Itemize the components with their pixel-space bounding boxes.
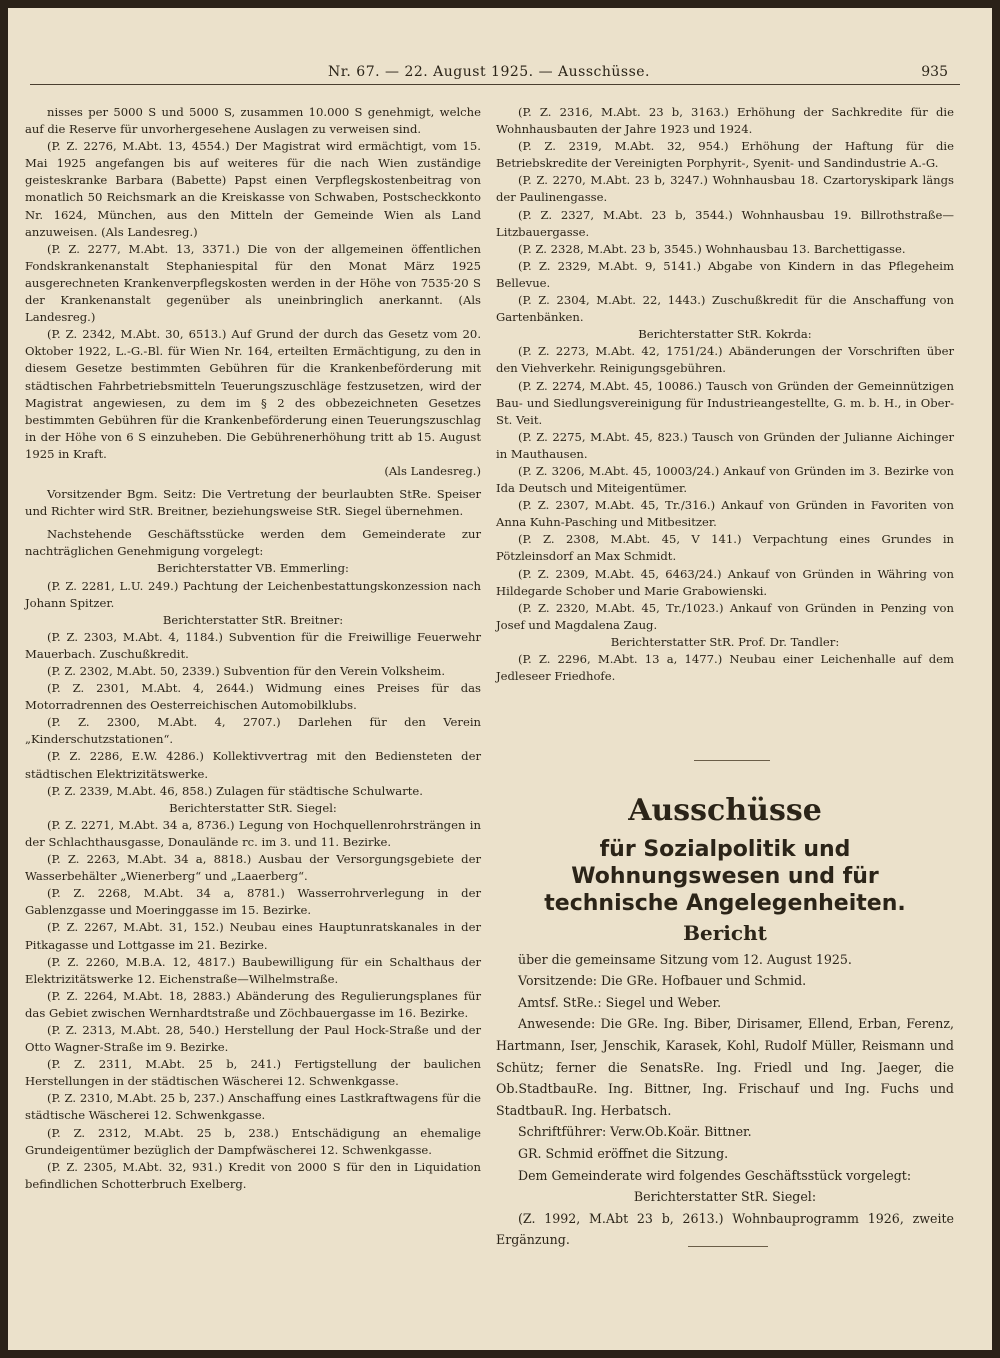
paragraph: (P. Z. 2263, M.Abt. 34 a, 8818.) Ausbau der Versorgungsgebiete der Wasserbehälter „Wienerberg“ und „Laaerberg“. — [25, 852, 481, 884]
paragraph: (P. Z. 2327, M.Abt. 23 b, 3544.) Wohnhausbau 19. Billrothstraße—Litzbauergasse. — [496, 207, 954, 239]
report-paragraph: Dem Gemeinderate wird folgendes Geschäftsstück vorgelegt: — [518, 1167, 912, 1183]
report-body — [496, 949, 954, 1251]
paragraph: (P. Z. 2308, M.Abt. 45, V 141.) Verpachtung eines Grundes in Pötzleinsdorf an Max Schmidt. — [496, 532, 954, 564]
paragraph: (P. Z. 2311, M.Abt. 25 b, 241.) Fertigstellung der baulichen Herstellungen in der städtischen Wäscherei 12. Schwenkgasse. — [25, 1057, 481, 1089]
paragraph: (P. Z. 2275, M.Abt. 45, 823.) Tausch von Gründen der Julianne Aichinger in Mauthausen. — [496, 429, 954, 461]
paragraph: (P. Z. 2273, M.Abt. 42, 1751/24.) Abänderungen der Vorschriften über den Viehverkehr. Reinigungsgebühren. — [496, 344, 954, 376]
paragraph: (P. Z. 2276, M.Abt. 13, 4554.) Der Magistrat wird ermächtigt, vom 15. Mai 1925 angefangen bis auf weiteres für die nach Wien zuständige geisteskranke Barbara (Babette) Papst einen Verpflegskostenbeitrag von monatlich 50 Reichsmark an die Kreiskasse von Schwaben, Postscheckkonto Nr. 1624, München, aus den Mitteln der Gemeinde Wien als Land anzuweisen. (Als Landesreg.) — [25, 139, 481, 239]
paragraph: (P. Z. 2301, M.Abt. 4, 2644.) Widmung eines Preises für das Motorradrennen des Oesterreichischen Automobilklubs. — [25, 681, 481, 713]
end-divider — [688, 1246, 768, 1247]
left-column — [25, 104, 481, 1193]
newspaper-page — [8, 8, 992, 1350]
rapporteur-heading: Berichterstatter StR. Siegel: — [169, 800, 337, 815]
paragraph: (P. Z. 2320, M.Abt. 45, Tr./1023.) Ankauf von Gründen in Penzing von Josef und Magdalena Zaug. — [496, 600, 954, 632]
report-paragraph: Anwesende: Die GRe. Ing. Biber, Dirisamer, Ellend, Erban, Ferenz, Hartmann, Iser, Jenschik, Karasek, Kohl, Rudolf Müller, Reismann und Schütz; ferner die SenatsRe. Ing. Friedl und Ing. Jaeger, die Ob.StadtbauRe. Ing. Bittner, Ing. Frischauf und Ing. Fuchs und StadtbauR. Ing. Herbatsch. — [496, 1016, 954, 1118]
paragraph: (P. Z. 2316, M.Abt. 23 b, 3163.) Erhöhung der Sachkredite für die Wohnhausbauten der Jahre 1923 und 1924. — [496, 105, 954, 137]
rapporteur-heading: Berichterstatter StR. Kokrda: — [638, 327, 812, 342]
paragraph: (P. Z. 2307, M.Abt. 45, Tr./316.) Ankauf von Gründen in Favoriten von Anna Kuhn-Pasching und Mitbesitzer. — [496, 498, 954, 530]
paragraph: (P. Z. 2313, M.Abt. 28, 540.) Herstellung der Paul Hock-Straße und der Otto Wagner-Straße im 9. Bezirke. — [25, 1022, 481, 1055]
paragraph: (P. Z. 2286, E.W. 4286.) Kollektivvertrag mit den Bediensteten der städtischen Elektrizitätswerke. — [25, 749, 481, 781]
paragraph: (P. Z. 2300, M.Abt. 4, 2707.) Darlehen für den Verein „Kinderschutzstationen“. — [25, 715, 481, 747]
rapporteur-heading: Berichterstatter StR. Breitner: — [162, 612, 344, 627]
paragraph: nisses per 5000 S und 5000 S, zusammen 10.000 S genehmigt, welche auf die Reserve für unvorhergesehene Auslagen zu verweisen sind. — [25, 105, 481, 137]
rapporteur-heading: Berichterstatter VB. Emmerling: — [157, 561, 349, 576]
paragraph: (P. Z. 2277, M.Abt. 13, 3371.) Die von der allgemeinen öffentlichen Fondskrankenanstalt Stephaniespital für den Monat März 1925 ausgerechneten Krankenverpflegskosten werden in der Höhe von 7535·20 S der Krankenanstalt gegenüber als uneinbringlich anerkannt. (Als Landesreg.) — [25, 241, 481, 325]
paragraph: (P. Z. 2339, M.Abt. 46, 858.) Zulagen für städtische Schulwarte. — [47, 783, 423, 798]
paragraph: (P. Z. 2329, M.Abt. 9, 5141.) Abgabe von Kindern in das Pflegeheim Bellevue. — [496, 258, 954, 290]
paragraph: (P. Z. 2319, M.Abt. 32, 954.) Erhöhung der Haftung für die Betriebskredite der Vereinigten Porphyrit-, Syenit- und Sandindustrie A.-G. — [496, 139, 954, 171]
paragraph: Vorsitzender Bgm. Seitz: Die Vertretung der beurlaubten StRe. Speiser und Richter wird StR. Breitner, beziehungsweise StR. Siegel übernehmen. — [25, 487, 481, 519]
report-paragraph: über die gemeinsame Sitzung vom 12. August 1925. — [518, 951, 852, 967]
paragraph: (P. Z. 2328, M.Abt. 23 b, 3545.) Wohnhausbau 13. Barchettigasse. — [518, 241, 906, 256]
right-column — [496, 104, 954, 685]
paragraph: (P. Z. 2302, M.Abt. 50, 2339.) Subvention für den Verein Volksheim. — [47, 664, 446, 678]
paragraph: (P. Z. 2274, M.Abt. 45, 10086.) Tausch von Gründen der Gemeinnützigen Bau- und Siedlungsvereinigung für Industrieangestellte, G. m. b. H., in Ober-St. Veit. — [496, 378, 954, 427]
section-title: Ausschüsse — [628, 793, 822, 828]
paragraph: (P. Z. 2270, M.Abt. 23 b, 3247.) Wohnhausbau 18. Czartoryskipark längs der Paulinengasse. — [496, 173, 954, 205]
paragraph: (P. Z. 2309, M.Abt. 45, 6463/24.) Ankauf von Gründen in Währing von Hildegarde Schober und Marie Grabowienski. — [496, 566, 954, 598]
paragraph: (P. Z. 2342, M.Abt. 30, 6513.) Auf Grund der durch das Gesetz vom 20. Oktober 1922, L.-G.-Bl. für Wien Nr. 164, erteilten Ermächtigung, zu den in diesem Gesetze bestimmten Gebühren für die Krankenbeförderung mit städtischen Fahrbetriebsmitteln Teuerungszuschläge festzusetzen, wird der Magistrat angewiesen, zu dem im § 2 des obbezeichneten Gesetzes bestimmten Gebühren für die Krankenbeförderung einen Teuerungszuschlag in der Höhe von 6 S einzuheben. Die Gebührenerhöhung tritt ab 15. August 1925 in Kraft. — [25, 327, 481, 461]
page-header — [8, 60, 992, 90]
paragraph: Nachstehende Geschäftsstücke werden dem Gemeinderate zur nachträglichen Genehmigung vorgelegt: — [25, 527, 481, 559]
header-title: Nr. 67. — 22. August 1925. — Ausschüsse. — [328, 64, 651, 80]
paragraph: (P. Z. 2267, M.Abt. 31, 152.) Neubau eines Hauptunratskanales in der Pitkagasse und Lottgasse im 21. Bezirke. — [25, 920, 481, 952]
section-subtitle-line1: für Sozialpolitik und Wohnungswesen und für — [571, 837, 879, 889]
section-subtitle-line2: technische Angelegenheiten. — [544, 891, 906, 916]
paragraph: (P. Z. 2268, M.Abt. 34 a, 8781.) Wasserrohrverlegung in der Gablenzgasse und Moeringgasse im 15. Bezirke. — [25, 886, 481, 918]
paragraph: (P. Z. 2264, M.Abt. 18, 2883.) Abänderung des Regulierungsplanes für das Gebiet zwischen Wernhardtstraße und Zöchbauergasse im 16. Bezirke. — [25, 988, 481, 1020]
report-paragraph: Schriftführer: Verw.Ob.Koär. Bittner. — [518, 1124, 752, 1140]
report-paragraph: Vorsitzende: Die GRe. Hofbauer und Schmid. — [518, 973, 807, 989]
rapporteur-heading: Berichterstatter StR. Prof. Dr. Tandler: — [610, 634, 840, 649]
report-paragraph: GR. Schmid eröffnet die Sitzung. — [518, 1145, 729, 1161]
section-divider — [694, 760, 770, 761]
page-number: 935 — [921, 64, 948, 80]
paragraph: (P. Z. 2271, M.Abt. 34 a, 8736.) Legung von Hochquellenrohrsträngen in der Schlachthausgasse, Donaulände rc. im 3. und 11. Bezirke. — [25, 817, 481, 849]
paragraph: (P. Z. 2304, M.Abt. 22, 1443.) Zuschußkredit für die Anschaffung von Gartenbänken. — [496, 293, 954, 325]
report-paragraph: (Z. 1992, M.Abt 23 b, 2613.) Wohnbauprogramm 1926, zweite Ergänzung. — [496, 1210, 954, 1248]
paragraph: (P. Z. 2303, M.Abt. 4, 1184.) Subvention für die Freiwillige Feuerwehr Mauerbach. Zuschußkredit. — [25, 629, 481, 661]
header-rule — [30, 84, 960, 85]
paragraph: (P. Z. 2305, M.Abt. 32, 931.) Kredit von 2000 S für den in Liquidation befindlichen Schotterbruch Exelberg. — [25, 1159, 481, 1191]
committee-report-section — [496, 788, 954, 1251]
paragraph: (P. Z. 3206, M.Abt. 45, 10003/24.) Ankauf von Gründen im 3. Bezirke von Ida Deutsch und Miteigentümer. — [496, 463, 954, 496]
section-subtitle — [496, 836, 954, 917]
report-paragraph: Amtsf. StRe.: Siegel und Weber. — [518, 994, 722, 1010]
paragraph: (P. Z. 2310, M.Abt. 25 b, 237.) Anschaffung eines Lastkraftwagens für die städtische Wäscherei 12. Schwenkgasse. — [25, 1091, 481, 1123]
paragraph: (P. Z. 2281, L.U. 249.) Pachtung der Leichenbestattungskonzession nach Johann Spitzer. — [25, 578, 481, 610]
report-label: Bericht — [683, 921, 767, 945]
paragraph: (Als Landesreg.) — [384, 463, 481, 478]
rapporteur-heading: Berichterstatter StR. Siegel: — [633, 1189, 817, 1205]
paragraph: (P. Z. 2312, M.Abt. 25 b, 238.) Entschädigung an ehemalige Grundeigentümer bezüglich der Dampfwäscherei 12. Schwenkgasse. — [25, 1125, 481, 1157]
paragraph: (P. Z. 2296, M.Abt. 13 a, 1477.) Neubau einer Leichenhalle auf dem Jedleseer Friedhofe. — [496, 652, 954, 684]
paragraph: (P. Z. 2260, M.B.A. 12, 4817.) Baubewilligung für ein Schalthaus der Elektrizitätswerke 12. Eichenstraße—Wilhelmstraße. — [25, 954, 481, 986]
